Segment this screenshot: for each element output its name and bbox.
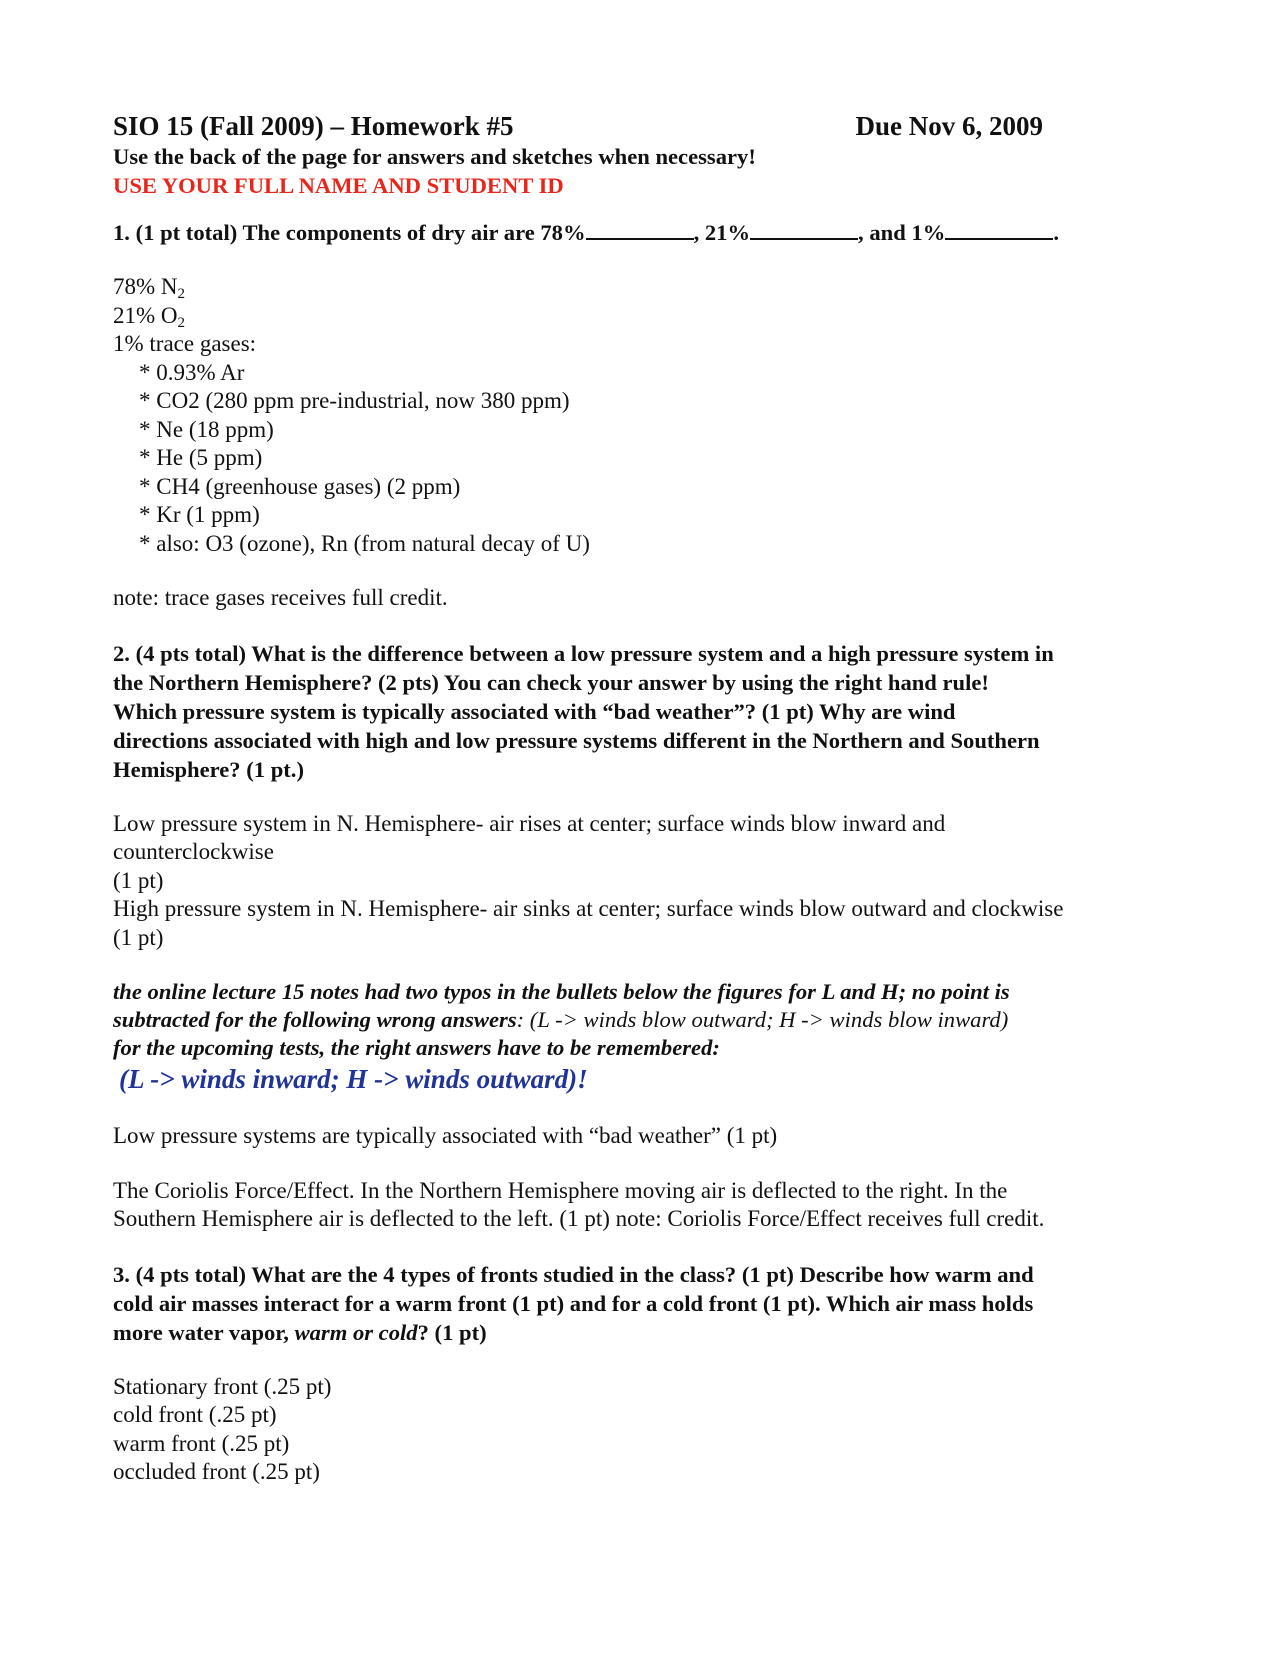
q2-line: Which pressure system is typically associated with “bad weather”? (1 pt) Why are wind xyxy=(113,698,956,724)
answer-o2 xyxy=(113,302,1193,331)
weather-answer: Low pressure systems are typically associated with “bad weather” (1 pt) xyxy=(113,1123,778,1148)
trace-item: * 0.93% Ar xyxy=(139,359,245,385)
front-item: warm front (.25 pt) xyxy=(113,1430,290,1456)
typo-line-bold: subtracted for the following wrong answers xyxy=(113,1007,517,1032)
typo-line-wrong-answers: : (L -> winds blow outward; H -> winds blow inward) xyxy=(516,1007,1009,1032)
o2-text: 21% O xyxy=(113,302,178,328)
homework-page xyxy=(113,110,1193,1487)
trace-item: * Ne (18 ppm) xyxy=(139,416,274,442)
trace-item: * CH4 (greenhouse gases) (2 ppm) xyxy=(139,473,461,499)
trace-label: 1% trace gases: xyxy=(113,331,257,356)
q2-answer-line: Low pressure system in N. Hemisphere- air rises at center; surface winds blow inward and xyxy=(113,810,946,836)
front-item: cold front (.25 pt) xyxy=(113,1402,277,1427)
q1-text-d: . xyxy=(1053,220,1059,245)
q1-text-b: , 21% xyxy=(693,220,751,245)
instruction-text: Use the back of the page for answers and sketches when necessary! xyxy=(113,144,756,169)
coriolis-line: The Coriolis Force/Effect. In the Northern Hemisphere moving air is deflected to the right. In the xyxy=(113,1177,1008,1203)
q3-answer xyxy=(113,1373,1193,1487)
q1-text-c: , and 1% xyxy=(858,220,946,245)
q3-line: 3. (4 pts total) What are the 4 types of fronts studied in the class? (1 pt) Describe how warm and xyxy=(113,1261,1034,1287)
coriolis-answer xyxy=(113,1177,1193,1234)
header xyxy=(113,110,1043,142)
q2-line: directions associated with high and low pressure systems different in the Northern and Southern xyxy=(113,727,1040,753)
q1-blank-2 xyxy=(750,216,858,240)
trace-item: * CO2 (280 ppm pre-industrial, now 380 ppm) xyxy=(139,388,570,413)
due-date: Due Nov 6, 2009 xyxy=(855,111,1043,141)
q1-note: note: trace gases receives full credit. xyxy=(113,585,448,610)
question-1 xyxy=(113,216,1193,247)
front-item: Stationary front (.25 pt) xyxy=(113,1373,332,1399)
question-3 xyxy=(113,1260,1193,1347)
q2-answer-line: counterclockwise xyxy=(113,839,274,864)
typo-line: for the upcoming tests, the right answers have to be remembered: xyxy=(113,1035,720,1060)
q2-line: 2. (4 pts total) What is the difference between a low pressure system and a high pressure system in xyxy=(113,640,1054,666)
typo-line: the online lecture 15 notes had two typos in the bullets below the figures for L and H; no point is xyxy=(113,979,1010,1004)
page-title: SIO 15 (Fall 2009) – Homework #5 xyxy=(113,111,514,141)
q2-line: Hemisphere? (1 pt.) xyxy=(113,756,304,782)
coriolis-line: Southern Hemisphere air is deflected to the left. (1 pt) note: Coriolis Force/Effect receives full credit. xyxy=(113,1206,1045,1231)
front-item: occluded front (.25 pt) xyxy=(113,1459,320,1484)
q3-line3-a: more water vapor, xyxy=(113,1319,295,1345)
q3-line: cold air masses interact for a warm front (1 pt) and for a cold front (1 pt). Which air mass holds xyxy=(113,1290,1034,1316)
q1-text-a: 1. (1 pt total) The components of dry air are 78% xyxy=(113,220,586,245)
q1-blank-3 xyxy=(945,216,1053,240)
q3-line xyxy=(113,1318,1193,1347)
trace-item: * He (5 ppm) xyxy=(139,445,263,470)
n2-subscript: 2 xyxy=(177,286,186,302)
question-2 xyxy=(113,639,1193,784)
q3-line3-italic: warm or cold xyxy=(294,1319,418,1345)
q1-answer xyxy=(113,273,1193,613)
typo-line xyxy=(113,1006,1193,1034)
q3-line3-b: ? (1 pt) xyxy=(417,1319,487,1345)
name-id-warning: USE YOUR FULL NAME AND STUDENT ID xyxy=(113,173,564,198)
trace-item: * also: O3 (ozone), Rn (from natural decay of U) xyxy=(139,530,590,556)
q1-blank-1 xyxy=(586,216,694,240)
o2-subscript: 2 xyxy=(177,314,186,331)
q2-line: the Northern Hemisphere? (2 pts) You can check your answer by using the right hand rule! xyxy=(113,669,989,695)
n2-text: 78% N xyxy=(113,274,178,299)
q2-answer-line: High pressure system in N. Hemisphere- air sinks at center; surface winds blow outward and clockwise xyxy=(113,896,1064,921)
q2-answer xyxy=(113,810,1193,953)
correct-answer-highlight: (L -> winds inward; H -> winds outward)! xyxy=(119,1064,588,1094)
q2-answer-line: (1 pt) xyxy=(113,924,164,950)
answer-n2 xyxy=(113,273,1193,302)
typo-note xyxy=(113,978,1193,1096)
q2-answer-line: (1 pt) xyxy=(113,867,164,893)
trace-item: * Kr (1 ppm) xyxy=(139,502,260,527)
